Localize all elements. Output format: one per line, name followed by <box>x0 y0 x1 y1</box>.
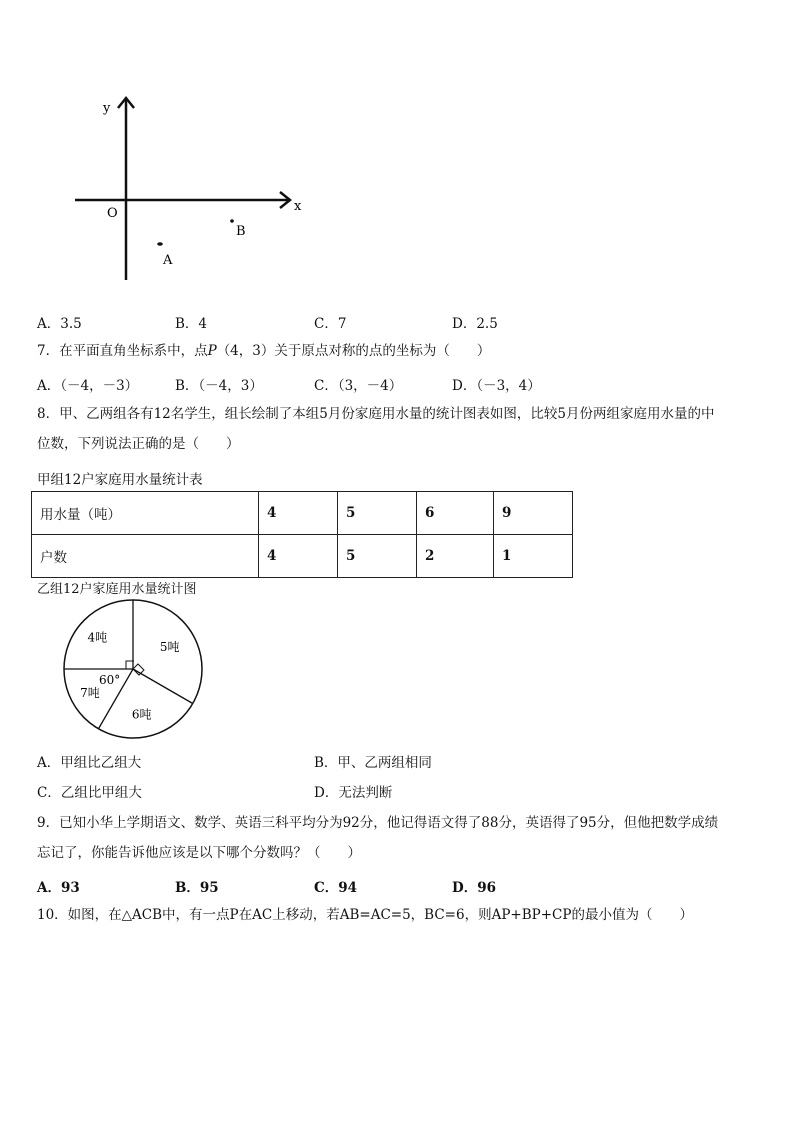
q8-options-row-1 <box>37 751 717 771</box>
table-cell: 5 <box>338 492 417 535</box>
pie-slice-label: 4吨 <box>87 630 108 645</box>
table-cell: 6 <box>417 492 494 535</box>
table-header-cell: 户数 <box>32 535 259 578</box>
table-title: 甲组12户家庭用水量统计表 <box>37 472 203 488</box>
q6-option-d: D．2.5 <box>452 316 498 332</box>
q8-option-d: D．无法判断 <box>314 785 393 801</box>
q7-point: P <box>207 343 217 359</box>
point-a-label: A <box>163 253 173 268</box>
point-b-label: B <box>236 224 246 239</box>
q9-stem <box>37 808 767 868</box>
q8-stem <box>37 399 767 459</box>
q9-line-2: 忘记了，你能告诉他应该是以下哪个分数吗？（ ） <box>37 845 361 861</box>
coordinate-figure <box>60 90 320 290</box>
q9-option-c: C．94 <box>314 880 358 896</box>
pie-slice-label: 6吨 <box>131 707 152 722</box>
table-row <box>32 492 573 535</box>
q9-line-1: 9．已知小华上学期语文、数学、英语三科平均分为92分，他记得语文得了88分，英语得了95分，但他把数学成绩 <box>37 815 719 831</box>
q6-option-c: C．7 <box>314 316 347 332</box>
q10-line: 10．如图，在△ACB中，有一点P在AC上移动，若AB=AC=5，BC=6，则AP+BP+CP的最小值为（ ） <box>37 907 693 923</box>
pie-chart <box>55 598 215 748</box>
water-usage-table <box>31 491 573 578</box>
y-axis-label: y <box>103 101 111 116</box>
q8-options-row-2 <box>37 781 717 801</box>
point-a-dot <box>157 242 163 246</box>
q7-text-after: （4，3）关于原点对称的点的坐标为（ ） <box>216 343 491 359</box>
q7-option-b: B．（－4，3） <box>175 378 263 394</box>
table-row <box>32 535 573 578</box>
pie-slice-boundary <box>133 669 193 704</box>
q8-option-b: B．甲、乙两组相同 <box>314 755 432 771</box>
q8-line-2: 位数，下列说法正确的是（ ） <box>37 436 240 452</box>
q7-option-c: C．（3，－4） <box>314 378 403 394</box>
q7-options <box>37 374 717 394</box>
q6-option-b: B．4 <box>175 316 208 332</box>
q9-options <box>37 876 717 896</box>
table-header-cell: 用水量（吨） <box>32 492 259 535</box>
table-cell: 9 <box>494 492 573 535</box>
table-cell: 4 <box>259 535 338 578</box>
point-b-dot <box>230 219 234 223</box>
angle-label: 60° <box>99 673 121 687</box>
q9-option-d: D．96 <box>452 880 496 896</box>
pie-title: 乙组12户家庭用水量统计图 <box>37 582 197 597</box>
origin-label: O <box>107 206 118 221</box>
q10-stem <box>37 900 767 930</box>
x-axis-label: x <box>294 199 302 214</box>
q7-option-d: D．（－3，4） <box>452 378 541 394</box>
q8-line-1: 8．甲、乙两组各有12名学生，组长绘制了本组5月份家庭用水量的统计图表如图，比较5月份两组家庭用水量的中 <box>37 406 715 422</box>
q7-option-a: A．（－4，－3） <box>37 378 139 394</box>
q9-option-b: B．95 <box>175 880 219 896</box>
table-cell: 4 <box>259 492 338 535</box>
q8-option-c: C．乙组比甲组大 <box>37 785 142 801</box>
q7-number: 7． <box>37 343 60 359</box>
q7-text-before: 在平面直角坐标系中，点 <box>59 343 208 359</box>
q7-stem <box>37 336 767 366</box>
q6-options <box>37 312 717 332</box>
table-cell: 2 <box>417 535 494 578</box>
pie-slice-label: 5吨 <box>159 640 180 654</box>
q6-option-a: A．3.5 <box>37 316 82 332</box>
table-cell: 5 <box>338 535 417 578</box>
q9-option-a: A．93 <box>37 880 80 896</box>
pie-slice-label: 7吨 <box>80 686 100 700</box>
q8-option-a: A．甲组比乙组大 <box>37 755 142 771</box>
table-cell: 1 <box>494 535 573 578</box>
